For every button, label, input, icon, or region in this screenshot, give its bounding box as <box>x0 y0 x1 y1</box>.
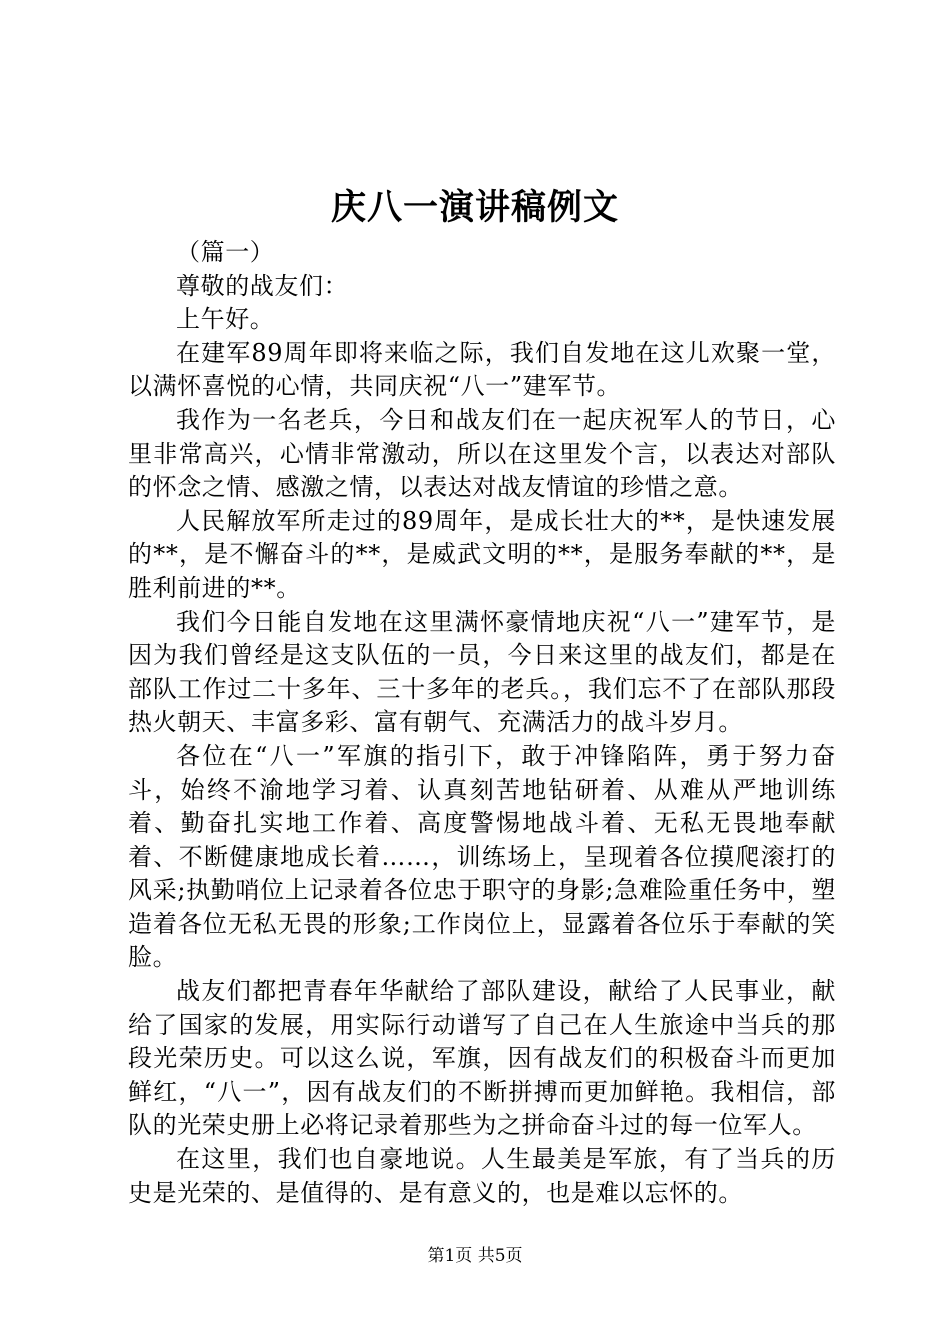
paragraph: 各位在“八一”军旗的指引下，敢于冲锋陷阵，勇于努力奋斗，始终不渝地学习着、认真刻苦地钻研着、从难从严地训练着、勤奋扎实地工作着、高度警惕地战斗着、无私无畏地奉献着、不断健康地成长着……，训练场上，呈现着各位摸爬滚打的风采;执勤哨位上记录着各位忠于职守的身影;急难险重任务中，塑造着各位无私无畏的形象;工作岗位上，显露着各位乐于奉献的笑脸。 <box>128 741 836 972</box>
paragraph-section-label: （篇一） <box>176 238 275 266</box>
paragraph: 人民解放军所走过的89周年，是成长壮大的**，是快速发展的**，是不懈奋斗的**，是威武文明的**，是服务奉献的**，是胜利前进的**。 <box>128 506 836 602</box>
page-number-footer: 第1页 共5页 <box>427 1246 523 1266</box>
paragraph-greeting: 上午好。 <box>176 305 275 334</box>
document-body <box>128 236 836 1210</box>
paragraph: 在这里，我们也自豪地说。人生最美是军旅，有了当兵的历史是光荣的、是值得的、是有意义的，也是难以忘怀的。 <box>128 1145 836 1207</box>
paragraph: 在建军89周年即将来临之际，我们自发地在这儿欢聚一堂，以满怀喜悦的心情，共同庆祝“八一”建军节。 <box>128 338 836 401</box>
paragraph: 战友们都把青春年华献给了部队建设，献给了人民事业，献给了国家的发展，用实际行动谱写了自己在人生旅途中当兵的那段光荣历史。可以这么说，军旗，因有战友们的积极奋斗而更加鲜红，“八一”，因有战友们的不断拼搏而更加鲜艳。我相信，部队的光荣史册上必将记录着那些为之拼命奋斗过的每一位军人。 <box>128 977 836 1140</box>
document-title: 庆八一演讲稿例文 <box>330 187 619 228</box>
paragraph: 我作为一名老兵，今日和战友们在一起庆祝军人的节日，心里非常高兴，心情非常激动，所以在这里发个言，以表达对部队的怀念之情、感激之情，以表达对战友情谊的珍惜之意。 <box>128 405 836 502</box>
paragraph: 我们今日能自发地在这里满怀豪情地庆祝“八一”建军节，是因为我们曾经是这支队伍的一员，今日来这里的战友们，都是在部队工作过二十多年、三十多年的老兵。，我们忘不了在部队那段热火朝天、丰富多彩、富有朝气、充满活力的战斗岁月。 <box>128 607 836 737</box>
paragraph-salutation: 尊敬的战友们： <box>176 271 349 300</box>
